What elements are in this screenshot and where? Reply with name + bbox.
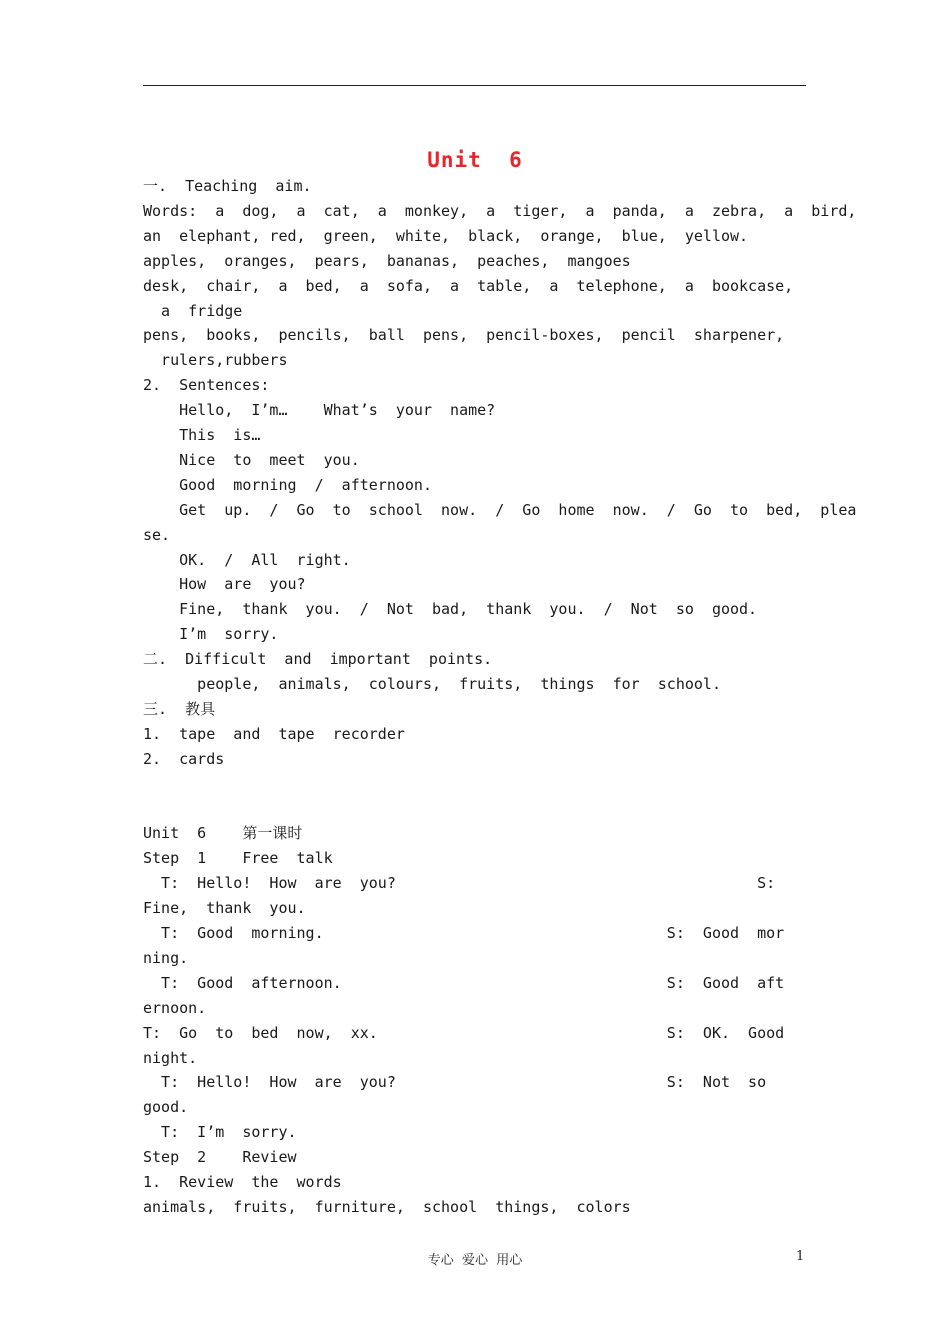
text-line: How are you? xyxy=(143,575,306,594)
text-line: 二. Difficult and important points. xyxy=(143,650,493,669)
text-line: T: Go to bed now, xx. S: OK. Good xyxy=(143,1023,785,1042)
text-line: night. xyxy=(143,1048,198,1067)
text-line: T: Hello! How are you? S: xyxy=(143,874,776,893)
page-number: 1 xyxy=(796,1249,805,1264)
text-line: Fine, thank you. xyxy=(143,899,306,918)
text-line: Step 1 Free talk xyxy=(143,849,333,868)
text-line: 2. Sentences: xyxy=(143,376,270,395)
text-line: Nice to meet you. xyxy=(143,450,360,469)
text-line: Get up. / Go to school now. / Go home now. / Go to bed, plea xyxy=(143,500,857,519)
text-line: Words: a dog, a cat, a monkey, a tiger, a panda, a zebra, a bird, xyxy=(143,201,857,220)
text-line: T: Good afternoon. S: Good aft xyxy=(143,973,785,992)
text-line: Unit 6 第一课时 xyxy=(143,824,303,843)
text-line: good. xyxy=(143,1098,189,1117)
header-rule xyxy=(143,85,806,86)
text-line: desk, chair, a bed, a sofa, a table, a telephone, a bookcase, xyxy=(143,276,794,295)
text-line: 一. Teaching aim. xyxy=(143,177,312,195)
text-line: Fine, thank you. / Not bad, thank you. / Not so good. xyxy=(143,600,758,619)
text-line: OK. / All right. xyxy=(143,550,351,569)
text-line: an elephant, red, green, white, black, orange, blue, yellow. xyxy=(143,226,749,245)
text-line: 2. cards xyxy=(143,749,225,768)
text-line: 1. Review the words xyxy=(143,1173,342,1191)
text-line: I’m sorry. xyxy=(143,625,279,644)
text-line: rulers,rubbers xyxy=(143,351,288,370)
text-line: T: Good morning. S: Good mor xyxy=(143,924,785,942)
text-line: se. xyxy=(143,525,171,544)
text-line: 三. 教具 xyxy=(143,699,216,718)
footer-motto: 专心 爱心 用心 xyxy=(427,1253,523,1268)
text-line: pens, books, pencils, ball pens, pencil-boxes, pencil sharpener, xyxy=(143,326,785,345)
text-line: Good morning / afternoon. xyxy=(143,475,432,494)
page-title: Unit 6 xyxy=(427,148,523,172)
text-line: This is… xyxy=(143,426,261,444)
text-line: T: I’m sorry. xyxy=(143,1123,297,1142)
text-line: 1. tape and tape recorder xyxy=(143,724,405,743)
text-line: apples, oranges, pears, bananas, peaches, mangoes xyxy=(143,251,631,270)
text-line: ning. xyxy=(143,948,189,967)
text-line: people, animals, colours, fruits, things for school. xyxy=(143,675,721,693)
text-line: animals, fruits, furniture, school things, colors xyxy=(143,1197,631,1216)
text-line: T: Hello! How are you? S: Not so xyxy=(143,1073,767,1092)
text-line: Step 2 Review xyxy=(143,1148,297,1167)
text-line: Hello, I’m… What’s your name? xyxy=(143,401,496,420)
text-line: ernoon. xyxy=(143,998,207,1017)
text-line: a fridge xyxy=(143,301,243,320)
